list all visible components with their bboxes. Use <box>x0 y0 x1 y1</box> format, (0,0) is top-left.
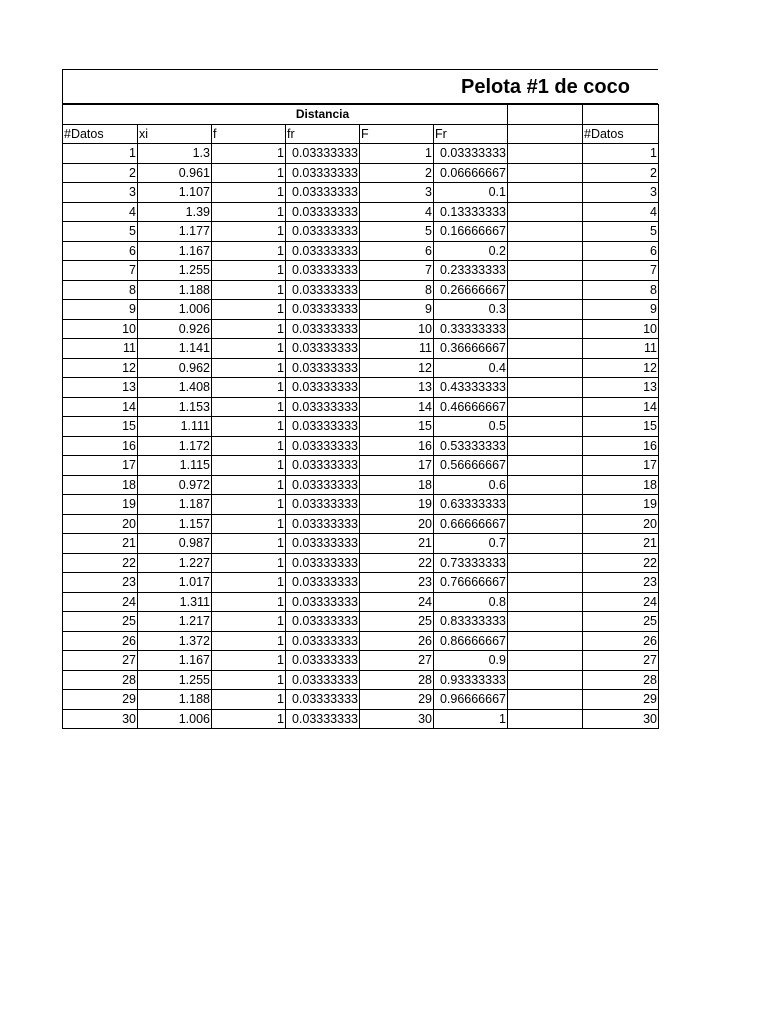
cell-f: 1 <box>212 553 286 573</box>
cell-xi: 1.39 <box>138 202 212 222</box>
cell-datos: 19 <box>63 495 138 515</box>
column-header: Fr <box>434 124 508 144</box>
cell-F: 24 <box>360 592 434 612</box>
cell-datos-2: 26 <box>583 631 659 651</box>
cell-fr: 0.03333333 <box>286 690 360 710</box>
cell-F: 25 <box>360 612 434 632</box>
cell-datos: 11 <box>63 339 138 359</box>
cell-f: 1 <box>212 456 286 476</box>
cell-xi: 0.926 <box>138 319 212 339</box>
cell-f: 1 <box>212 144 286 164</box>
cell-xi: 1.006 <box>138 300 212 320</box>
cell-fr: 0.03333333 <box>286 612 360 632</box>
cell-fr: 0.03333333 <box>286 417 360 437</box>
cell-datos: 27 <box>63 651 138 671</box>
cell-f: 1 <box>212 183 286 203</box>
cell-datos-2: 21 <box>583 534 659 554</box>
cell-datos: 23 <box>63 573 138 593</box>
cell-empty <box>508 417 583 437</box>
table-row <box>63 709 659 729</box>
header-row <box>63 124 659 144</box>
cell-fr: 0.03333333 <box>286 651 360 671</box>
section-cell <box>212 105 286 125</box>
cell-fr: 0.03333333 <box>286 163 360 183</box>
cell-datos: 28 <box>63 670 138 690</box>
cell-datos: 1 <box>63 144 138 164</box>
cell-fr: 0.03333333 <box>286 573 360 593</box>
cell-F: 21 <box>360 534 434 554</box>
cell-f: 1 <box>212 163 286 183</box>
table-row <box>63 456 659 476</box>
cell-Fr: 0.93333333 <box>434 670 508 690</box>
cell-Fr: 0.96666667 <box>434 690 508 710</box>
cell-datos-2: 6 <box>583 241 659 261</box>
cell-f: 1 <box>212 670 286 690</box>
cell-F: 27 <box>360 651 434 671</box>
cell-datos-2: 9 <box>583 300 659 320</box>
cell-datos-2: 23 <box>583 573 659 593</box>
cell-xi: 1.006 <box>138 709 212 729</box>
cell-datos: 2 <box>63 163 138 183</box>
cell-datos-2: 2 <box>583 163 659 183</box>
cell-fr: 0.03333333 <box>286 144 360 164</box>
cell-empty <box>508 280 583 300</box>
cell-datos: 30 <box>63 709 138 729</box>
table-row <box>63 651 659 671</box>
cell-f: 1 <box>212 339 286 359</box>
cell-datos: 20 <box>63 514 138 534</box>
cell-empty <box>508 495 583 515</box>
cell-xi: 1.157 <box>138 514 212 534</box>
cell-xi: 1.372 <box>138 631 212 651</box>
table-row <box>63 592 659 612</box>
cell-fr: 0.03333333 <box>286 709 360 729</box>
cell-fr: 0.03333333 <box>286 319 360 339</box>
cell-Fr: 0.46666667 <box>434 397 508 417</box>
cell-datos: 7 <box>63 261 138 281</box>
column-header <box>508 124 583 144</box>
table-row <box>63 378 659 398</box>
cell-fr: 0.03333333 <box>286 222 360 242</box>
table-row <box>63 475 659 495</box>
cell-xi: 1.172 <box>138 436 212 456</box>
cell-datos-2: 12 <box>583 358 659 378</box>
cell-Fr: 0.36666667 <box>434 339 508 359</box>
cell-f: 1 <box>212 241 286 261</box>
cell-f: 1 <box>212 612 286 632</box>
cell-datos-2: 14 <box>583 397 659 417</box>
cell-xi: 1.227 <box>138 553 212 573</box>
table-row <box>63 631 659 651</box>
cell-F: 10 <box>360 319 434 339</box>
cell-datos: 3 <box>63 183 138 203</box>
cell-empty <box>508 573 583 593</box>
cell-F: 7 <box>360 261 434 281</box>
section-cell <box>360 105 434 125</box>
cell-F: 4 <box>360 202 434 222</box>
cell-fr: 0.03333333 <box>286 300 360 320</box>
cell-F: 19 <box>360 495 434 515</box>
cell-f: 1 <box>212 397 286 417</box>
cell-f: 1 <box>212 436 286 456</box>
section-cell <box>508 105 583 125</box>
cell-empty <box>508 319 583 339</box>
cell-datos-2: 13 <box>583 378 659 398</box>
cell-xi: 1.167 <box>138 241 212 261</box>
cell-Fr: 0.23333333 <box>434 261 508 281</box>
cell-fr: 0.03333333 <box>286 495 360 515</box>
column-header: xi <box>138 124 212 144</box>
cell-Fr: 0.63333333 <box>434 495 508 515</box>
cell-datos-2: 28 <box>583 670 659 690</box>
cell-fr: 0.03333333 <box>286 241 360 261</box>
cell-datos: 17 <box>63 456 138 476</box>
cell-Fr: 0.33333333 <box>434 319 508 339</box>
section-cell <box>434 105 508 125</box>
cell-F: 5 <box>360 222 434 242</box>
cell-datos: 4 <box>63 202 138 222</box>
cell-datos-2: 20 <box>583 514 659 534</box>
cell-F: 2 <box>360 163 434 183</box>
cell-xi: 1.187 <box>138 495 212 515</box>
cell-empty <box>508 358 583 378</box>
cell-f: 1 <box>212 319 286 339</box>
cell-Fr: 0.5 <box>434 417 508 437</box>
table-row <box>63 573 659 593</box>
cell-empty <box>508 163 583 183</box>
cell-datos: 6 <box>63 241 138 261</box>
cell-datos: 13 <box>63 378 138 398</box>
cell-empty <box>508 378 583 398</box>
cell-datos: 15 <box>63 417 138 437</box>
column-header: #Datos <box>63 124 138 144</box>
cell-datos-2: 29 <box>583 690 659 710</box>
cell-Fr: 0.8 <box>434 592 508 612</box>
cell-F: 28 <box>360 670 434 690</box>
cell-fr: 0.03333333 <box>286 670 360 690</box>
cell-Fr: 0.3 <box>434 300 508 320</box>
cell-f: 1 <box>212 592 286 612</box>
cell-Fr: 0.03333333 <box>434 144 508 164</box>
cell-xi: 1.107 <box>138 183 212 203</box>
cell-empty <box>508 261 583 281</box>
cell-Fr: 0.66666667 <box>434 514 508 534</box>
table-row <box>63 495 659 515</box>
cell-Fr: 0.53333333 <box>434 436 508 456</box>
cell-fr: 0.03333333 <box>286 358 360 378</box>
cell-empty <box>508 631 583 651</box>
cell-f: 1 <box>212 631 286 651</box>
table-row <box>63 358 659 378</box>
table-row <box>63 261 659 281</box>
cell-xi: 1.408 <box>138 378 212 398</box>
cell-empty <box>508 475 583 495</box>
cell-xi: 0.972 <box>138 475 212 495</box>
cell-datos: 22 <box>63 553 138 573</box>
cell-datos-2: 27 <box>583 651 659 671</box>
cell-datos-2: 18 <box>583 475 659 495</box>
data-table <box>62 104 659 729</box>
cell-datos: 9 <box>63 300 138 320</box>
cell-datos-2: 15 <box>583 417 659 437</box>
cell-Fr: 0.9 <box>434 651 508 671</box>
cell-f: 1 <box>212 651 286 671</box>
cell-empty <box>508 709 583 729</box>
cell-xi: 1.153 <box>138 397 212 417</box>
section-label: Distancia <box>286 105 360 125</box>
cell-F: 13 <box>360 378 434 398</box>
cell-F: 9 <box>360 300 434 320</box>
title-row <box>62 69 658 104</box>
cell-datos-2: 19 <box>583 495 659 515</box>
cell-Fr: 0.73333333 <box>434 553 508 573</box>
cell-xi: 1.311 <box>138 592 212 612</box>
cell-fr: 0.03333333 <box>286 534 360 554</box>
section-cell <box>583 105 659 125</box>
cell-xi: 1.217 <box>138 612 212 632</box>
cell-datos-2: 16 <box>583 436 659 456</box>
cell-empty <box>508 514 583 534</box>
cell-F: 23 <box>360 573 434 593</box>
cell-xi: 1.111 <box>138 417 212 437</box>
cell-Fr: 1 <box>434 709 508 729</box>
cell-F: 18 <box>360 475 434 495</box>
cell-datos-2: 24 <box>583 592 659 612</box>
cell-datos-2: 25 <box>583 612 659 632</box>
cell-F: 12 <box>360 358 434 378</box>
cell-empty <box>508 339 583 359</box>
table-row <box>63 436 659 456</box>
cell-F: 30 <box>360 709 434 729</box>
cell-F: 20 <box>360 514 434 534</box>
cell-empty <box>508 202 583 222</box>
cell-empty <box>508 553 583 573</box>
cell-xi: 0.962 <box>138 358 212 378</box>
cell-datos-2: 4 <box>583 202 659 222</box>
cell-Fr: 0.26666667 <box>434 280 508 300</box>
table-row <box>63 690 659 710</box>
cell-Fr: 0.13333333 <box>434 202 508 222</box>
column-header: F <box>360 124 434 144</box>
cell-Fr: 0.2 <box>434 241 508 261</box>
cell-f: 1 <box>212 475 286 495</box>
cell-xi: 1.017 <box>138 573 212 593</box>
cell-datos-2: 8 <box>583 280 659 300</box>
cell-datos-2: 3 <box>583 183 659 203</box>
cell-datos: 24 <box>63 592 138 612</box>
cell-fr: 0.03333333 <box>286 261 360 281</box>
cell-f: 1 <box>212 690 286 710</box>
cell-F: 3 <box>360 183 434 203</box>
cell-f: 1 <box>212 261 286 281</box>
cell-xi: 1.115 <box>138 456 212 476</box>
table-row <box>63 612 659 632</box>
cell-empty <box>508 241 583 261</box>
cell-fr: 0.03333333 <box>286 378 360 398</box>
cell-empty <box>508 670 583 690</box>
cell-f: 1 <box>212 709 286 729</box>
cell-empty <box>508 144 583 164</box>
table-row <box>63 300 659 320</box>
table-row <box>63 319 659 339</box>
cell-Fr: 0.86666667 <box>434 631 508 651</box>
cell-F: 8 <box>360 280 434 300</box>
cell-f: 1 <box>212 534 286 554</box>
cell-Fr: 0.7 <box>434 534 508 554</box>
cell-fr: 0.03333333 <box>286 202 360 222</box>
cell-empty <box>508 222 583 242</box>
cell-fr: 0.03333333 <box>286 436 360 456</box>
table-row <box>63 514 659 534</box>
cell-fr: 0.03333333 <box>286 514 360 534</box>
table-row <box>63 163 659 183</box>
cell-f: 1 <box>212 573 286 593</box>
column-header: fr <box>286 124 360 144</box>
cell-fr: 0.03333333 <box>286 553 360 573</box>
cell-xi: 1.167 <box>138 651 212 671</box>
table-row <box>63 339 659 359</box>
cell-f: 1 <box>212 280 286 300</box>
cell-datos: 29 <box>63 690 138 710</box>
cell-F: 16 <box>360 436 434 456</box>
cell-xi: 1.3 <box>138 144 212 164</box>
cell-fr: 0.03333333 <box>286 592 360 612</box>
table-row <box>63 417 659 437</box>
cell-fr: 0.03333333 <box>286 456 360 476</box>
table-row <box>63 670 659 690</box>
cell-F: 15 <box>360 417 434 437</box>
cell-f: 1 <box>212 358 286 378</box>
cell-f: 1 <box>212 378 286 398</box>
cell-empty <box>508 456 583 476</box>
cell-empty <box>508 592 583 612</box>
cell-fr: 0.03333333 <box>286 397 360 417</box>
table-row <box>63 144 659 164</box>
cell-Fr: 0.83333333 <box>434 612 508 632</box>
cell-datos: 14 <box>63 397 138 417</box>
cell-xi: 1.141 <box>138 339 212 359</box>
sheet-title: Pelota #1 de coco <box>461 76 630 98</box>
cell-empty <box>508 534 583 554</box>
cell-Fr: 0.4 <box>434 358 508 378</box>
cell-Fr: 0.6 <box>434 475 508 495</box>
cell-datos-2: 1 <box>583 144 659 164</box>
cell-empty <box>508 397 583 417</box>
cell-empty <box>508 183 583 203</box>
cell-fr: 0.03333333 <box>286 280 360 300</box>
cell-Fr: 0.06666667 <box>434 163 508 183</box>
column-header: #Datos <box>583 124 659 144</box>
section-row <box>63 105 659 125</box>
cell-datos: 16 <box>63 436 138 456</box>
table-row <box>63 202 659 222</box>
cell-datos: 21 <box>63 534 138 554</box>
cell-Fr: 0.56666667 <box>434 456 508 476</box>
table-row <box>63 534 659 554</box>
cell-Fr: 0.43333333 <box>434 378 508 398</box>
cell-Fr: 0.76666667 <box>434 573 508 593</box>
cell-f: 1 <box>212 514 286 534</box>
cell-datos: 5 <box>63 222 138 242</box>
cell-f: 1 <box>212 222 286 242</box>
cell-F: 1 <box>360 144 434 164</box>
cell-xi: 0.961 <box>138 163 212 183</box>
cell-datos: 10 <box>63 319 138 339</box>
table-row <box>63 280 659 300</box>
cell-empty <box>508 690 583 710</box>
cell-datos: 8 <box>63 280 138 300</box>
section-cell <box>138 105 212 125</box>
cell-empty <box>508 612 583 632</box>
cell-empty <box>508 436 583 456</box>
cell-datos-2: 17 <box>583 456 659 476</box>
cell-F: 22 <box>360 553 434 573</box>
cell-datos-2: 11 <box>583 339 659 359</box>
cell-F: 29 <box>360 690 434 710</box>
cell-f: 1 <box>212 300 286 320</box>
cell-xi: 1.255 <box>138 261 212 281</box>
cell-fr: 0.03333333 <box>286 339 360 359</box>
column-header: f <box>212 124 286 144</box>
cell-Fr: 0.1 <box>434 183 508 203</box>
spreadsheet <box>62 69 658 729</box>
cell-xi: 1.177 <box>138 222 212 242</box>
table-row <box>63 553 659 573</box>
cell-F: 26 <box>360 631 434 651</box>
cell-xi: 1.188 <box>138 280 212 300</box>
cell-datos: 18 <box>63 475 138 495</box>
cell-xi: 1.188 <box>138 690 212 710</box>
cell-f: 1 <box>212 417 286 437</box>
cell-F: 6 <box>360 241 434 261</box>
table-row <box>63 222 659 242</box>
cell-datos: 12 <box>63 358 138 378</box>
table-row <box>63 241 659 261</box>
cell-Fr: 0.16666667 <box>434 222 508 242</box>
cell-empty <box>508 651 583 671</box>
cell-f: 1 <box>212 495 286 515</box>
cell-empty <box>508 300 583 320</box>
cell-datos-2: 5 <box>583 222 659 242</box>
cell-xi: 0.987 <box>138 534 212 554</box>
cell-datos-2: 22 <box>583 553 659 573</box>
cell-F: 17 <box>360 456 434 476</box>
cell-F: 11 <box>360 339 434 359</box>
section-cell <box>63 105 138 125</box>
cell-fr: 0.03333333 <box>286 475 360 495</box>
table-row <box>63 183 659 203</box>
cell-datos-2: 7 <box>583 261 659 281</box>
cell-datos-2: 30 <box>583 709 659 729</box>
cell-F: 14 <box>360 397 434 417</box>
cell-xi: 1.255 <box>138 670 212 690</box>
cell-fr: 0.03333333 <box>286 183 360 203</box>
cell-fr: 0.03333333 <box>286 631 360 651</box>
table-row <box>63 397 659 417</box>
cell-datos: 26 <box>63 631 138 651</box>
cell-datos: 25 <box>63 612 138 632</box>
cell-datos-2: 10 <box>583 319 659 339</box>
cell-f: 1 <box>212 202 286 222</box>
